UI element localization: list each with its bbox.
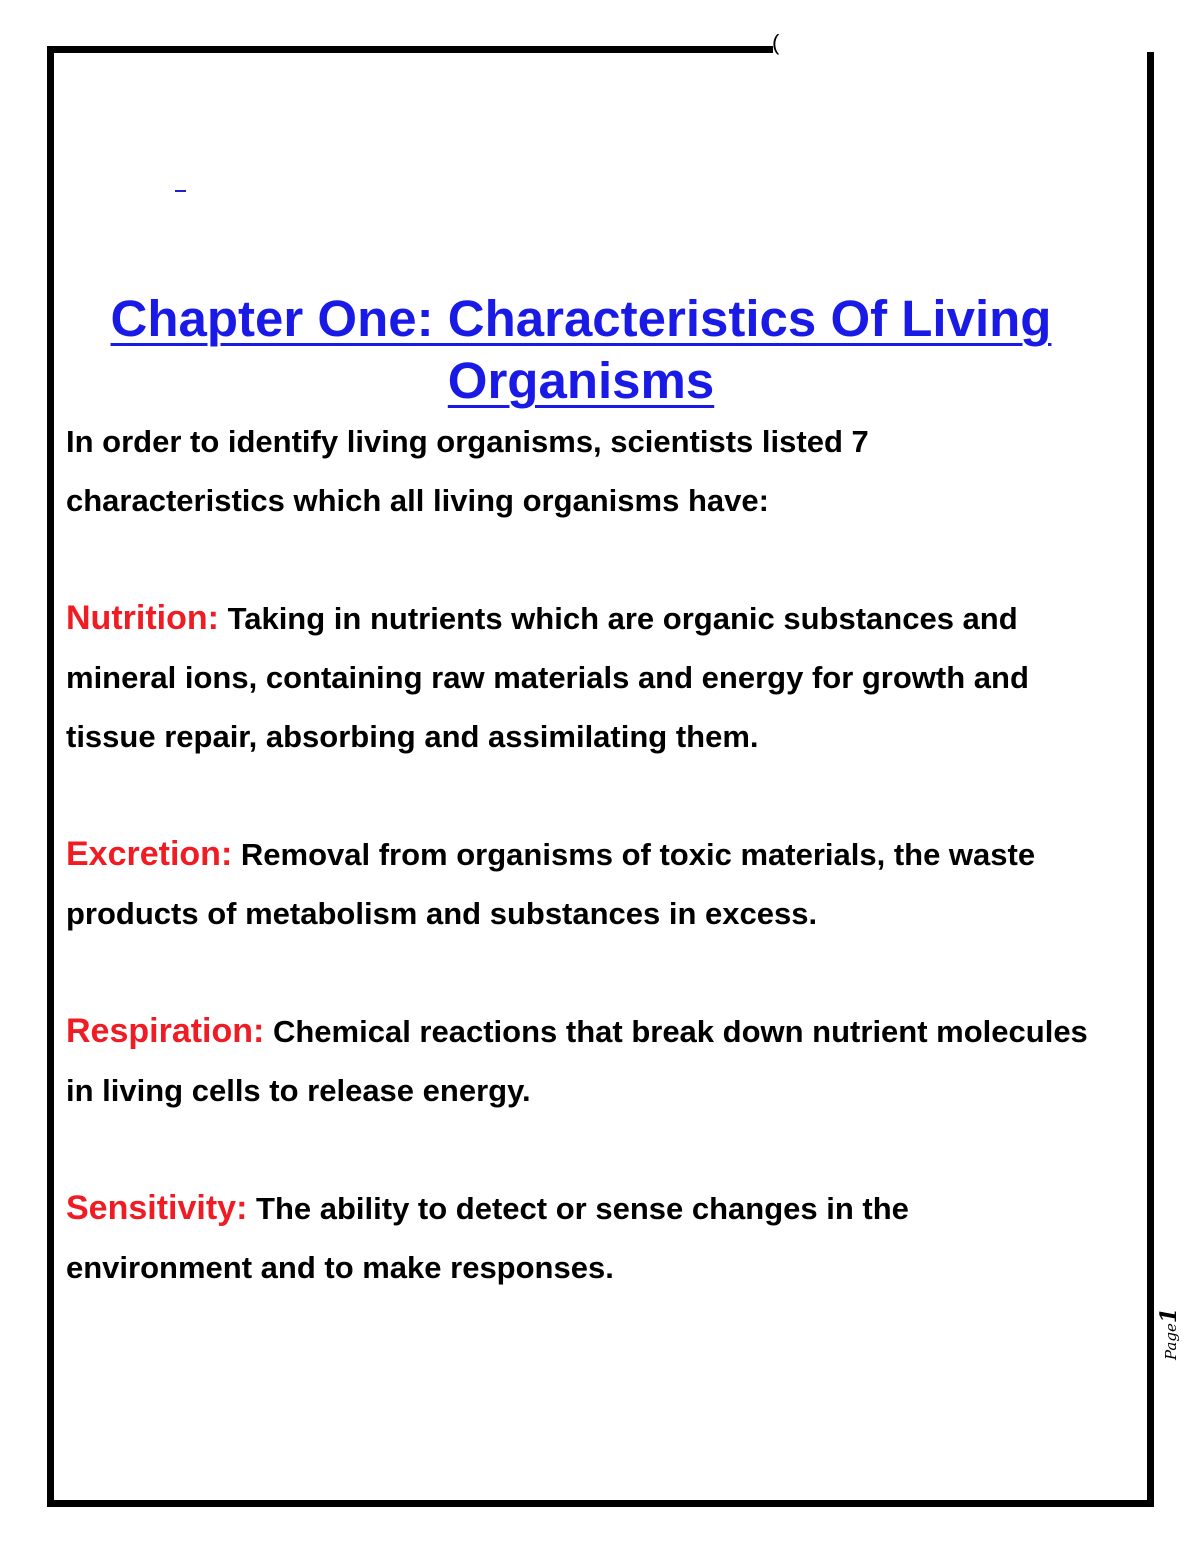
characteristic-excretion: [66, 825, 1096, 943]
term-definition: The ability to detect or sense changes in the environment and to make responses.: [66, 1191, 909, 1285]
term-label: Excretion:: [66, 835, 233, 873]
frame-right-border: [1147, 52, 1154, 1507]
term-definition: Chemical reactions that break down nutrient molecules in living cells to release energy.: [66, 1014, 1088, 1108]
intro-paragraph: In order to identify living organisms, scientists listed 7 characteristics which all living organisms have:: [66, 424, 869, 518]
frame-bottom-border: [47, 1500, 1154, 1507]
term-label: Sensitivity:: [66, 1189, 248, 1227]
term-definition: Taking in nutrients which are organic substances and mineral ions, containing raw materials and energy for growth and tissue repair, absorbing and assimilating them.: [66, 601, 1029, 754]
stray-dash-mark: [175, 190, 186, 192]
frame-left-border: [47, 46, 54, 1507]
page-label: Page: [1162, 1323, 1180, 1360]
page-number-footer: [1156, 1308, 1182, 1360]
frame-corner-mark: (: [772, 30, 780, 55]
term-label: Nutrition:: [66, 599, 219, 637]
characteristic-sensitivity: [66, 1179, 1096, 1297]
document-body: [66, 288, 1096, 1297]
frame-top-border: [47, 46, 773, 53]
term-definition: Removal from organisms of toxic materials, the waste products of metabolism and substances in excess.: [66, 837, 1036, 931]
characteristic-respiration: [66, 1002, 1096, 1120]
characteristic-nutrition: [66, 589, 1096, 766]
chapter-title: Chapter One: Characteristics Of Living Organisms: [110, 290, 1052, 409]
page-number: 1: [1156, 1307, 1182, 1324]
term-label: Respiration:: [66, 1012, 265, 1050]
